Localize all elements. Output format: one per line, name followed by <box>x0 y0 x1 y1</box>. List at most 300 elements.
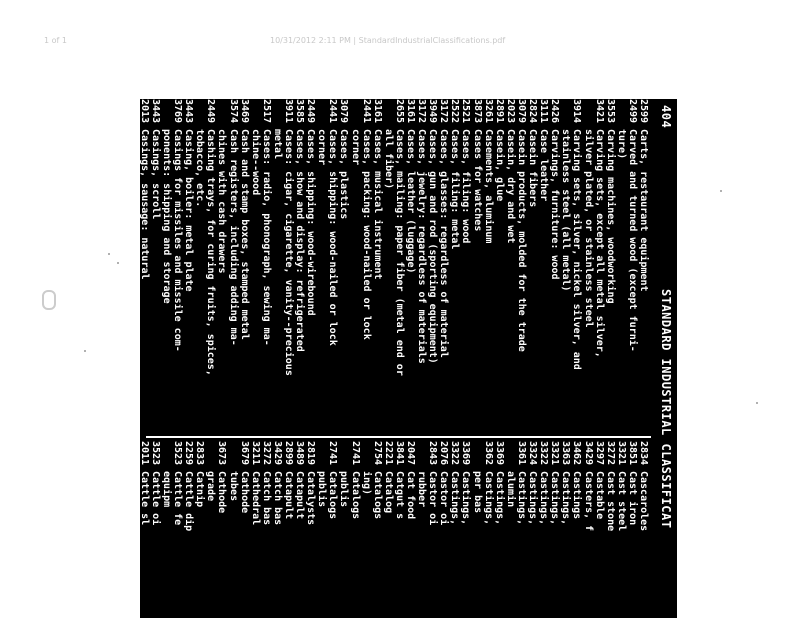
index-entry <box>83 99 94 434</box>
index-entry <box>427 99 438 434</box>
index-entry <box>416 441 427 641</box>
index-term: Cat food <box>405 471 417 520</box>
sic-code: 2741 <box>327 441 339 466</box>
sic-code <box>161 441 172 471</box>
sic-code <box>505 441 516 471</box>
index-entry <box>438 441 449 641</box>
index-entry <box>627 441 638 641</box>
sic-code: 2655 <box>393 99 405 124</box>
sic-code <box>227 441 238 471</box>
index-entry <box>527 99 538 434</box>
index-entry <box>594 441 605 641</box>
index-entry <box>516 99 527 434</box>
index-term: Caustic s <box>105 471 117 526</box>
index-term: tobacco, etc. <box>194 129 206 208</box>
index-term: Cases, show and display: refrigerated <box>294 129 306 352</box>
index-entry <box>105 441 116 641</box>
index-term: Cattle oi <box>149 471 161 526</box>
index-entry <box>283 99 294 434</box>
index-term: Catalogs <box>327 471 339 520</box>
index-term: Casing, boiler: metal plate <box>183 129 195 292</box>
index-entry <box>227 99 238 434</box>
index-entry <box>372 441 383 641</box>
index-term: Cases: radio, phonograph, sewing ma- <box>260 129 272 346</box>
index-entry <box>316 99 327 434</box>
index-entry <box>183 99 194 434</box>
index-entry <box>427 441 438 641</box>
index-term: alumin <box>504 471 516 508</box>
sic-code <box>361 441 372 471</box>
sic-code: 2833 <box>194 441 206 466</box>
index-term: Cash registers, including adding ma- <box>227 129 239 346</box>
sic-code <box>416 441 427 471</box>
index-entry <box>272 99 283 434</box>
sic-code: 3443 <box>183 99 195 124</box>
index-term: corner <box>316 129 328 166</box>
sic-code <box>205 441 216 471</box>
sic-code: 2812 <box>116 441 128 466</box>
index-entry <box>83 441 94 641</box>
index-entry <box>205 441 216 641</box>
index-entry <box>94 441 105 641</box>
index-entry <box>327 441 338 641</box>
index-term: Cases, gun and rod (sporting equipment) <box>427 129 439 364</box>
sic-code: 3769 <box>172 99 184 124</box>
index-term: Casket linings <box>94 129 106 214</box>
sic-code: 3873 <box>471 99 483 124</box>
index-entry <box>283 441 294 641</box>
index-term: chine--wood <box>249 129 261 196</box>
sic-code: 3444 <box>116 99 128 124</box>
index-term: Casings, scroll <box>149 129 161 220</box>
index-entry <box>139 99 150 434</box>
index-entry <box>527 441 538 641</box>
sic-code: 3079 <box>515 99 527 124</box>
index-term: Catnip <box>194 471 206 508</box>
sic-code: 3272 <box>260 441 272 466</box>
sic-code: 3443 <box>149 99 161 124</box>
sic-code: 2812 <box>105 441 117 466</box>
index-entry <box>316 441 327 641</box>
sic-code: 3911 <box>283 99 294 124</box>
index-term: Cases, shipping: wood-nailed or lock <box>327 129 339 346</box>
index-term: Casings, sausage: natural <box>138 129 150 280</box>
index-entry <box>494 441 505 641</box>
sic-code: 3489 <box>294 441 306 466</box>
index-term: Cases, mailing: paper fiber (metal end or <box>393 129 405 376</box>
index-term: Cases, filing: metal <box>449 129 461 250</box>
sic-code: 3111 <box>538 99 550 124</box>
sic-code: 3429 <box>105 99 117 124</box>
index-entry <box>294 99 305 434</box>
right-column <box>72 441 649 641</box>
index-entry <box>250 99 261 434</box>
sic-code: 2432 <box>94 441 106 466</box>
index-entry <box>349 441 360 641</box>
index-entry <box>194 99 205 434</box>
index-entry <box>117 441 128 641</box>
sic-code: 3429 <box>271 441 283 466</box>
index-entry <box>483 99 494 434</box>
index-entry <box>483 441 494 641</box>
sic-code: 3995 <box>83 99 95 124</box>
sic-code: 3363 <box>560 441 572 466</box>
index-term: publis <box>338 471 350 508</box>
index-term: Cases, glasses: regardless of material <box>438 129 450 358</box>
sic-code <box>616 99 627 129</box>
index-term: Cattle sl <box>138 471 150 526</box>
index-term: Carving machines, woodworking <box>604 129 616 304</box>
sic-code: 2843 <box>427 441 439 466</box>
sic-code: 3362 <box>482 441 494 466</box>
index-entry <box>472 441 483 641</box>
index-term: Castor oi <box>438 471 450 526</box>
sic-code: 2221 <box>382 441 394 466</box>
sic-code: 2259 <box>183 441 195 466</box>
sic-code: 3211 <box>249 441 261 466</box>
sic-code <box>250 99 261 129</box>
index-term: ture) <box>615 129 627 160</box>
sic-code: 3297 <box>593 441 605 466</box>
index-term: Catalysts <box>305 471 317 526</box>
sic-code: 2013 <box>138 99 150 124</box>
sic-code: 2499 <box>626 99 638 124</box>
index-entry <box>216 99 227 434</box>
index-term: Caustic p <box>116 471 128 526</box>
sic-code <box>472 441 483 471</box>
sic-code: 3361 <box>515 441 527 466</box>
index-term: Castor oi <box>427 471 439 526</box>
index-entry <box>150 99 161 434</box>
index-term: tubes <box>227 471 239 502</box>
index-entry <box>594 99 605 434</box>
index-term: Catgut s <box>393 471 405 520</box>
index-term: Castings, <box>482 471 494 526</box>
index-term: Carvings, furniture: wood <box>549 129 561 280</box>
index-entry <box>72 441 83 641</box>
index-term: Ceiling ti <box>72 471 84 532</box>
index-term: Casein products, molded for the trade <box>515 129 527 352</box>
sic-code: 3585 <box>294 99 306 124</box>
index-term: Cases, jewelry: regardless of materials <box>416 129 428 364</box>
sic-code: 2449 <box>205 99 217 124</box>
sic-code: 3443 <box>127 99 139 124</box>
index-term: Casket hardware <box>105 129 117 220</box>
left-column <box>72 99 649 434</box>
index-term: Cases, packing: wood-nailed or lock <box>360 129 372 340</box>
index-term: Cases, shipping: wood-wirebound <box>305 129 317 316</box>
index-entry <box>128 99 139 434</box>
index-term: Caskets, wood: coopered <box>72 129 84 268</box>
index-term: Casein, dry and wet <box>504 129 516 244</box>
index-term: Cascaroles <box>638 471 649 532</box>
sic-code <box>338 441 349 471</box>
index-term: Carved and turned wood (except furni- <box>626 129 638 352</box>
index-term: Catch bas <box>271 471 283 526</box>
index-term: all fiber) <box>382 129 394 190</box>
index-entry <box>538 99 549 434</box>
sic-code: 3949 <box>427 99 439 124</box>
index-entry <box>405 99 416 434</box>
sic-code: 2449 <box>305 99 317 124</box>
index-term: Castings, <box>549 471 561 526</box>
index-term: Catapult <box>283 471 294 520</box>
sic-code: 3321 <box>549 441 561 466</box>
index-entry <box>638 99 649 434</box>
sic-code: 3324 <box>527 441 539 466</box>
index-entry <box>72 99 83 434</box>
index-entry <box>172 441 183 641</box>
index-entry <box>361 441 372 641</box>
index-entry <box>294 441 305 641</box>
index-entry <box>272 441 283 641</box>
index-term: chines with cash drawers <box>216 129 228 274</box>
sic-code: 2517 <box>260 99 272 124</box>
index-term: Cases, leather (luggage) <box>405 129 417 274</box>
sic-code: 3499 <box>72 99 84 124</box>
index-entry <box>349 99 360 434</box>
sic-code: 2834 <box>638 441 649 466</box>
index-term: Casements, aluminum <box>482 129 494 244</box>
index-entry <box>460 441 471 641</box>
sic-code: 3995 <box>94 99 106 124</box>
sic-code: 3851 <box>626 441 638 466</box>
index-term: silver plated, or stainless steel <box>582 129 594 328</box>
index-term: grade <box>205 471 217 502</box>
running-head: STANDARD INDUSTRIAL CLASSIFICAT <box>659 289 673 529</box>
index-term: Carving sets, silver, nickel silver, and <box>571 129 583 370</box>
index-entry <box>305 99 316 434</box>
sic-code: 3421 <box>593 99 605 124</box>
index-entry <box>117 99 128 434</box>
index-term: Carts, restaurant equipment <box>638 129 649 292</box>
index-entry <box>516 441 527 641</box>
index-term: Cases, musical instrument <box>371 129 383 280</box>
index-term: Catalogs <box>371 471 383 520</box>
index-entry <box>183 441 194 641</box>
index-entry <box>449 441 460 641</box>
sic-code: 3161 <box>371 99 383 124</box>
sic-code: 2521 <box>460 99 472 124</box>
index-entry <box>327 99 338 434</box>
sic-code <box>316 441 327 471</box>
index-term: Cast stone <box>604 471 616 532</box>
index-entry <box>150 441 161 641</box>
index-term: ing) <box>360 471 372 496</box>
sic-code: 3523 <box>149 441 161 466</box>
index-entry <box>549 99 560 434</box>
index-term: Cast steel <box>615 471 627 532</box>
index-entry <box>383 99 394 434</box>
sic-code: 3322 <box>538 441 550 466</box>
index-term: Castings <box>571 471 583 520</box>
index-entry <box>560 441 571 641</box>
index-term: Cathode <box>216 471 228 514</box>
index-entry <box>582 99 593 434</box>
sic-code: 2754 <box>371 441 383 466</box>
index-term: Casings, sheet metal <box>116 129 128 250</box>
index-entry <box>338 441 349 641</box>
sic-code: 2491 <box>72 441 84 466</box>
sic-code: 3914 <box>571 99 583 124</box>
index-entry <box>239 99 250 434</box>
index-entry <box>128 441 139 641</box>
index-term: Case leather <box>538 129 550 202</box>
page-header <box>655 99 677 618</box>
index-term: Cattle fe <box>172 471 184 526</box>
sic-code: 3369 <box>493 441 505 466</box>
sic-code: 2047 <box>405 441 417 466</box>
index-term: corner <box>349 129 361 166</box>
sic-code <box>582 99 593 129</box>
sic-code: 3574 <box>227 99 239 124</box>
index-entry <box>616 99 627 434</box>
index-entry <box>505 441 516 641</box>
sic-code: 2522 <box>449 99 461 124</box>
index-entry <box>161 99 172 434</box>
index-entry <box>250 441 261 641</box>
index-entry <box>560 99 571 434</box>
index-term: Caustic s <box>127 471 139 526</box>
sic-code: 2599 <box>638 99 649 124</box>
index-entry <box>205 99 216 434</box>
index-term: Cases for watches <box>471 129 483 232</box>
sic-code: 3679 <box>238 441 250 466</box>
index-term: stainless steel (all metal) <box>560 129 572 292</box>
index-term: Castings, <box>527 471 539 526</box>
index-term: per bas <box>471 471 483 514</box>
index-entry <box>172 99 183 434</box>
index-term: Cases: cigar, cigarette, vanity--precious <box>283 129 294 376</box>
index-term: publis <box>316 471 328 508</box>
sic-code: 2819 <box>305 441 317 466</box>
sic-code: 2891 <box>493 99 505 124</box>
index-term: Cashing trays, for curing fruits, spices, <box>205 129 217 376</box>
sic-code: 2023 <box>504 99 516 124</box>
index-term: Carving sets, except all metal silver, <box>593 129 605 358</box>
scanned-page <box>72 99 677 618</box>
scan-header <box>0 34 800 48</box>
index-entry <box>405 441 416 641</box>
sic-code <box>272 99 283 129</box>
sic-code: 3172 <box>438 99 450 124</box>
sic-code: 3841 <box>393 441 405 466</box>
index-term: Castable <box>593 471 605 520</box>
column-divider <box>146 436 651 438</box>
index-term: Castings, <box>560 471 572 526</box>
sic-code: 3369 <box>460 441 472 466</box>
index-entry <box>394 99 405 434</box>
index-entry <box>416 99 427 434</box>
index-term: Casters, f <box>582 471 594 532</box>
sic-code: 3172 <box>416 99 428 124</box>
page-number: 404 <box>659 105 673 129</box>
index-entry <box>571 441 582 641</box>
index-entry <box>361 99 372 434</box>
index-term: rubber <box>416 471 428 508</box>
index-term: Castings, <box>538 471 550 526</box>
index-term: equipm <box>160 471 172 508</box>
index-entry <box>538 441 549 641</box>
index-entry <box>605 99 616 434</box>
index-entry <box>505 99 516 434</box>
index-term: Casings for missiles and missile com- <box>172 129 184 352</box>
scan-header-info: 10/31/2012 2:11 PM | StandardIndustrialClassifications.pdf <box>270 36 506 45</box>
index-entry <box>105 99 116 434</box>
index-term: Cedar so <box>83 471 95 520</box>
index-term: Castings, <box>493 471 505 526</box>
index-term: Catalogs <box>349 471 361 520</box>
sic-code: 3321 <box>615 441 627 466</box>
sic-code <box>383 99 394 129</box>
sic-code: 2861 <box>83 441 95 466</box>
index-term: Catch bas <box>260 471 272 526</box>
index-entry <box>460 99 471 434</box>
sic-code: 3553 <box>604 99 616 124</box>
index-term: Cases, filing: wood <box>460 129 472 244</box>
index-entry <box>449 99 460 434</box>
index-term: Cases, plastics <box>338 129 350 220</box>
index-entry <box>438 99 449 434</box>
index-entry <box>638 441 649 641</box>
sic-code: 2011 <box>127 441 139 466</box>
index-entry <box>605 441 616 641</box>
index-term: metal <box>271 129 283 160</box>
index-entry <box>261 441 272 641</box>
index-entry <box>139 441 150 641</box>
index-entry <box>239 441 250 641</box>
sic-code: 2441 <box>360 99 372 124</box>
index-term: Casein fibers <box>527 129 539 208</box>
sic-code <box>161 99 172 129</box>
index-term: Cathode <box>238 471 250 514</box>
index-entry <box>394 441 405 641</box>
sic-code: 3429 <box>582 441 594 466</box>
index-term: Cast iron <box>626 471 638 526</box>
sic-code: 2011 <box>138 441 150 466</box>
sic-code: 2076 <box>438 441 450 466</box>
index-term: Castings, <box>460 471 472 526</box>
index-entry <box>305 441 316 641</box>
sic-code: 3322 <box>449 441 461 466</box>
index-entry <box>616 441 627 641</box>
sic-code: 3469 <box>238 99 250 124</box>
index-entry <box>338 99 349 434</box>
sic-code: 3462 <box>571 441 583 466</box>
index-entry <box>372 99 383 434</box>
index-term: Catalog <box>382 471 394 514</box>
index-term: Cedar oil <box>94 471 106 526</box>
index-entry <box>383 441 394 641</box>
index-entry <box>161 441 172 641</box>
index-term: Casings, sheet metal <box>127 129 139 250</box>
sic-code: 3523 <box>172 441 184 466</box>
sic-code <box>194 99 205 129</box>
sic-code: 3161 <box>405 99 417 124</box>
sic-code <box>316 99 327 129</box>
index-term: Casein, glue <box>493 129 505 202</box>
index-term: Castings, <box>449 471 461 526</box>
index-term: Cattle dip <box>183 471 195 532</box>
index-term: Caskets, metal and wood <box>83 129 95 268</box>
index-entry <box>94 99 105 434</box>
sic-code: 2741 <box>349 441 361 466</box>
sic-code: 3272 <box>604 441 616 466</box>
index-entry <box>571 99 582 434</box>
index-entry <box>261 99 272 434</box>
index-entry <box>627 99 638 434</box>
sic-code: 2824 <box>527 99 539 124</box>
